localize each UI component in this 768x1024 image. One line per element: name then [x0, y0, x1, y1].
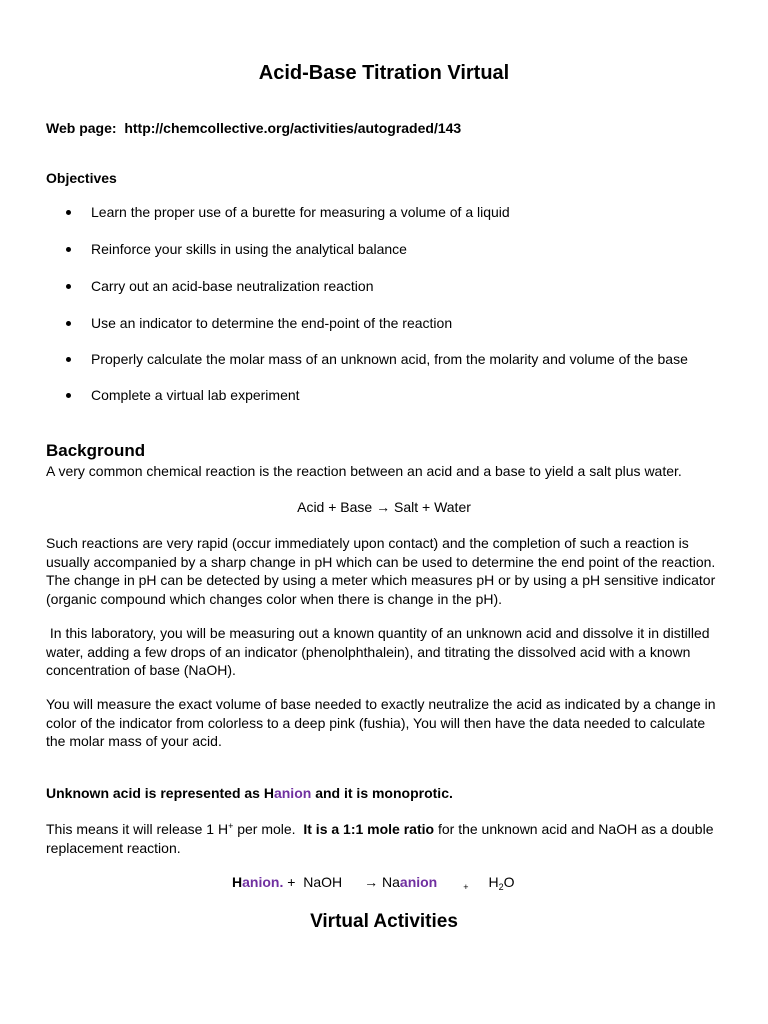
virtual-activities-heading: Virtual Activities — [310, 911, 458, 932]
mole-ratio-paragraph — [46, 820, 726, 857]
reaction-na: Na — [378, 874, 400, 890]
acid-base-equation: Acid + Base → Salt + Water — [297, 499, 471, 515]
mole-ratio-part1: This means it will release 1 H — [46, 821, 229, 837]
objective-text: Properly calculate the molar mass of an unknown acid, from the molarity and volume of the base — [91, 351, 688, 367]
web-page-label: Web page: — [46, 120, 117, 136]
mole-ratio-bold: It is a 1:1 mole ratio — [303, 821, 435, 837]
hydrogen-ion-charge: + — [228, 821, 234, 831]
objectives-heading: Objectives — [46, 170, 117, 186]
bullet-icon — [66, 210, 71, 215]
bullet-icon — [66, 284, 71, 289]
mole-ratio-part2: per mole. — [233, 821, 304, 837]
objective-text: Use an indicator to determine the end-point of the reaction — [91, 315, 453, 331]
unknown-acid-prefix: Unknown acid is represented as H — [46, 785, 274, 801]
water-formula: $H_2O$ — [488, 874, 515, 892]
web-page-line — [46, 120, 461, 137]
bullet-icon — [66, 247, 71, 252]
objective-text: Learn the proper use of a burette for measuring a volume of a liquid — [91, 204, 510, 220]
background-heading: Background — [46, 441, 146, 460]
objective-text: Carry out an acid-base neutralization reaction — [91, 278, 374, 294]
web-page-url: http://chemcollective.org/activities/autograded/143 — [124, 120, 462, 136]
reaction-h: Hanion. — [232, 874, 284, 890]
objective-text: Complete a virtual lab experiment — [91, 387, 300, 403]
background-paragraph-3: You will measure the exact volume of base needed to exactly neutralize the acid as indicated by a change in color of the indicator from colorless to a deep pink (fushia), You will then have the data needed to calculate the molar mass of your acid. — [46, 696, 716, 750]
reaction-equation — [232, 873, 515, 896]
objective-text: Reinforce your skills in using the analytical balance — [91, 241, 407, 257]
unknown-acid-suffix: and it is monoprotic. — [311, 785, 453, 801]
background-paragraph-1: Such reactions are very rapid (occur immediately upon contact) and the completion of such a reaction is usually accompanied by a sharp change in pH which can be used to determine the end point of the reaction. The change in pH can be detected by using a meter which measures pH or by using a pH sensitive indicator (organic compound which changes color when there is change in the pH). — [46, 535, 716, 608]
reaction-arrow: → — [364, 874, 379, 890]
reaction-naoh: + NaOH — [283, 874, 343, 890]
reaction-plus: + — [463, 882, 469, 892]
mole-ratio-part3: for the unknown acid and NaOH as a double replacement reaction. — [46, 821, 718, 856]
unknown-acid-anion: anion — [273, 785, 312, 801]
reaction-anion: anion — [399, 874, 438, 890]
bullet-icon — [66, 357, 71, 362]
background-paragraph-2: In this laboratory, you will be measuring out a known quantity of an unknown acid and dissolve it in distilled water, adding a few drops of an indicator (phenolphthalein), and titrating the dissolved acid with a known concentration of base (NaOH). — [46, 625, 714, 679]
bullet-icon — [66, 321, 71, 326]
bullet-icon — [66, 393, 71, 398]
page-title: Acid-Base Titration Virtual — [258, 62, 510, 84]
background-intro: A very common chemical reaction is the reaction between an acid and a base to yield a salt plus water. — [46, 463, 682, 479]
unknown-acid-statement — [46, 784, 726, 803]
